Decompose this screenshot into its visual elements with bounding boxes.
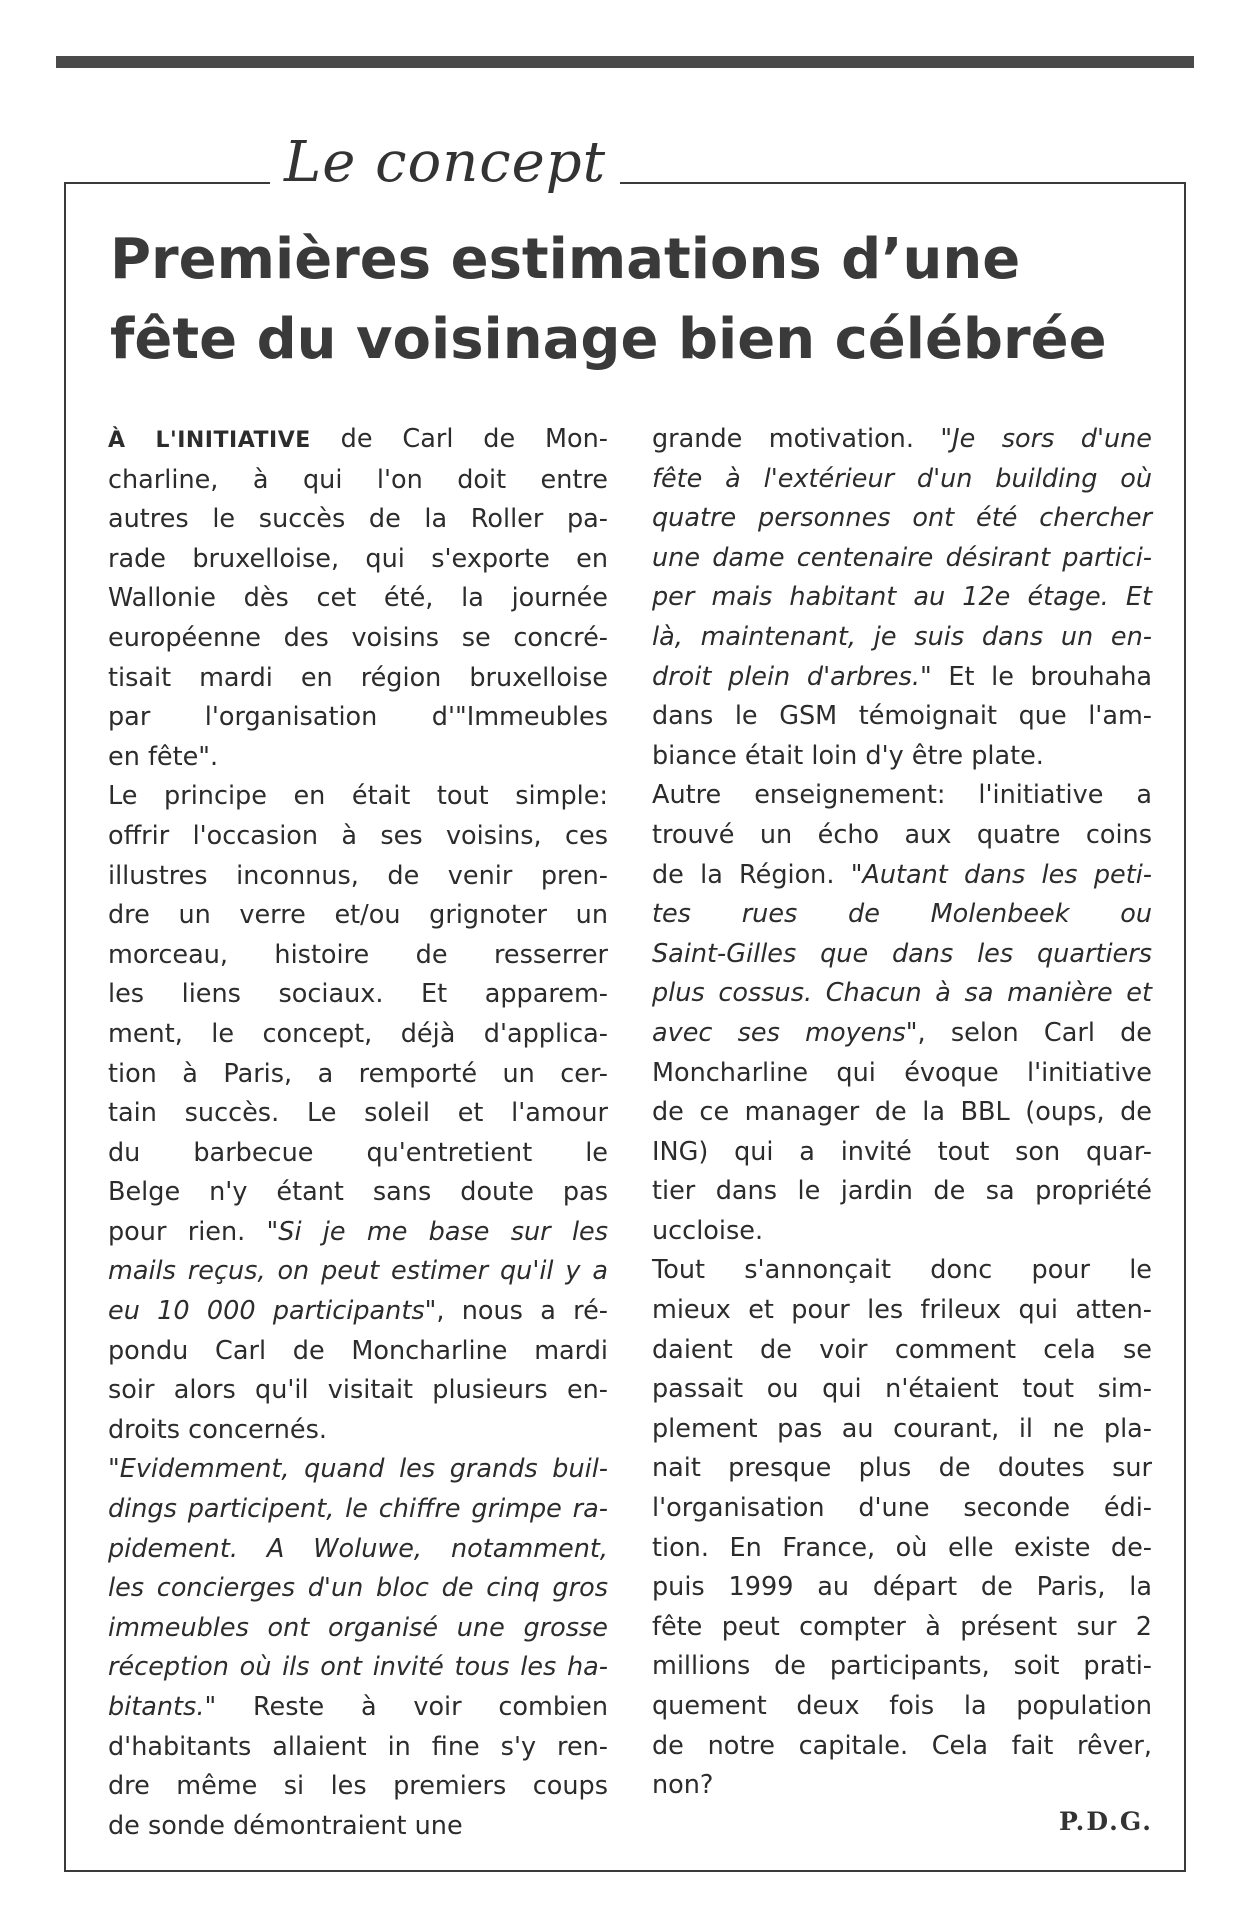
article-line [652, 1568, 1152, 1608]
article-line [652, 1647, 1152, 1687]
body-text: Belge n'y étant sans doute pas [108, 1177, 608, 1208]
quote-text: quatre personnes ont été chercher [652, 503, 1152, 534]
article-line [108, 975, 608, 1015]
article-line [108, 1490, 608, 1530]
body-text: dre un verre et/ou grignoter un [108, 900, 608, 931]
article-column-left [108, 420, 608, 1846]
body-text: européenne des voisins se concré- [108, 622, 608, 653]
article-line [108, 817, 608, 857]
article-line [108, 1213, 608, 1253]
article-line [652, 1251, 1152, 1291]
article-line [652, 1133, 1152, 1173]
body-text: morceau, histoire de resserrer [108, 939, 608, 970]
article-line [652, 1489, 1152, 1529]
body-text: pondu Carl de Moncharline mardi [108, 1335, 608, 1366]
quote-text: là, maintenant, je suis dans un en- [652, 621, 1152, 652]
quote-text: fête à l'extérieur d'un building où [652, 463, 1152, 494]
body-text: charline, à qui l'on doit entre [108, 464, 608, 495]
body-text: millions de participants, soit prati- [652, 1651, 1152, 1682]
article-line [652, 1014, 1152, 1054]
article-line [108, 540, 608, 580]
article-line [652, 697, 1152, 737]
body-text: grande motivation. [652, 424, 941, 454]
body-text: non? [652, 1770, 714, 1801]
body-text: , selon Carl de [917, 1017, 1152, 1048]
article-line [652, 618, 1152, 658]
body-text: Wallonie dès cet été, la journée [108, 583, 608, 614]
article-line [108, 1292, 608, 1332]
quote-text: "Autant dans les peti- [850, 859, 1152, 890]
quote-text: immeubles ont organisé une grosse [108, 1612, 608, 1643]
body-text: ment, le concept, déjà d'applica- [108, 1018, 608, 1049]
article-line [652, 420, 1152, 460]
article-line [652, 578, 1152, 618]
body-text: daient de voir comment cela se [652, 1334, 1152, 1365]
article-line [108, 579, 608, 619]
body-text: offrir l'occasion à ses voisins, ces [108, 820, 608, 851]
body-text: Et le brouhaha [931, 661, 1152, 692]
article-line [108, 1332, 608, 1372]
article-line [652, 737, 1152, 777]
body-text: droits concernés. [108, 1414, 327, 1445]
body-text: puis 1999 au départ de Paris, la [652, 1572, 1152, 1603]
body-text: d'habitants allaient in fine s'y ren- [108, 1731, 608, 1762]
body-text: Le principe en était tout simple: [108, 781, 608, 812]
quote-text: les concierges d'un bloc de cinq gros [108, 1573, 608, 1604]
body-text: , nous a ré- [436, 1296, 608, 1327]
article-line [108, 1450, 608, 1490]
body-text: soir alors qu'il visitait plusieurs en- [108, 1375, 608, 1406]
body-text: biance était loin d'y être plate. [652, 740, 1044, 771]
body-text: de ce manager de la BBL (oups, de [652, 1097, 1152, 1128]
body-text: l'organisation d'une seconde édi- [652, 1493, 1152, 1524]
article-line [652, 776, 1152, 816]
article-line [652, 658, 1152, 698]
article-line [108, 420, 608, 461]
top-rule [56, 56, 1194, 68]
article-line [108, 1015, 608, 1055]
article-line [108, 1411, 608, 1451]
section-label: Le concept [270, 128, 620, 198]
article-line [652, 1410, 1152, 1450]
article-line [652, 1449, 1152, 1489]
quote-text: "Si je me base sur les [266, 1216, 609, 1247]
body-text: illustres inconnus, de venir pren- [108, 860, 608, 891]
quote-text: plus cossus. Chacun à sa manière et [652, 978, 1152, 1009]
body-text: autres le succès de la Roller pa- [108, 504, 608, 535]
article-line [652, 1370, 1152, 1410]
article-line [108, 461, 608, 501]
article-line [108, 1252, 608, 1292]
quote-text: mails reçus, on peut estimer qu'il y a [108, 1256, 608, 1287]
headline: Premières estimations d’une fête du voisinage bien célébrée [110, 227, 1107, 372]
body-text: dans le GSM témoignait que l'am- [652, 701, 1152, 732]
body-text: Autre enseignement: l'initiative a [652, 780, 1152, 811]
article-line [652, 935, 1152, 975]
article-line [652, 539, 1152, 579]
article-line [108, 1807, 608, 1847]
body-text: uccloise. [652, 1215, 764, 1246]
quote-text: avec ses moyens" [652, 1017, 918, 1048]
article-line [652, 1331, 1152, 1371]
body-text: par l'organisation d'"Immeubles [108, 702, 608, 733]
article-line [652, 1766, 1152, 1806]
article-line [652, 1054, 1152, 1094]
body-text: de la Région. [652, 859, 851, 890]
article-line [108, 698, 608, 738]
article-line [652, 460, 1152, 500]
body-text: pour rien. [108, 1216, 267, 1247]
body-text: nait presque plus de doutes sur [652, 1453, 1152, 1484]
article-line [652, 1212, 1152, 1252]
article-line [108, 1530, 608, 1570]
article-line [108, 1609, 608, 1649]
quote-text: pidement. A Woluwe, notamment, [108, 1533, 608, 1564]
body-text: plement pas au courant, il ne pla- [652, 1413, 1152, 1444]
article-line [108, 619, 608, 659]
body-text: tion à Paris, a remporté un cer- [108, 1058, 608, 1089]
body-text: en fête". [108, 741, 219, 772]
body-text: ING) qui a invité tout son quar- [652, 1136, 1152, 1167]
body-text: fête peut compter à présent sur 2 [652, 1611, 1152, 1642]
article-line [108, 896, 608, 936]
article-column-right [652, 420, 1152, 1806]
article-line [108, 857, 608, 897]
body-text: Tout s'annonçait donc pour le [652, 1255, 1152, 1286]
article-line [108, 1134, 608, 1174]
body-text: quement deux fois la population [652, 1691, 1152, 1721]
article-line [108, 738, 608, 778]
body-text: tain succès. Le soleil et l'amour [108, 1098, 608, 1129]
body-text: passait ou qui n'étaient tout sim- [652, 1374, 1152, 1405]
quote-text: Saint-Gilles que dans les quartiers [652, 938, 1152, 969]
body-text: de sonde démontraient une [108, 1810, 463, 1841]
quote-text: per mais habitant au 12e étage. Et [652, 582, 1152, 613]
body-text: de Carl de Mon- [310, 424, 609, 454]
article-line [108, 1371, 608, 1411]
article-line [652, 1093, 1152, 1133]
article-line [108, 777, 608, 817]
article-line [652, 1529, 1152, 1569]
quote-text: une dame centenaire désirant partici- [652, 542, 1152, 573]
quote-text: "Je sors d'une [940, 424, 1152, 454]
article-line [108, 1767, 608, 1807]
body-text: tier dans le jardin de sa propriété [652, 1176, 1152, 1207]
body-text: Reste à voir combien [216, 1692, 608, 1722]
article-line [108, 1569, 608, 1609]
article-line [108, 936, 608, 976]
article-line [108, 500, 608, 540]
article-line [108, 1055, 608, 1095]
article-line [652, 1608, 1152, 1648]
body-text: les liens sociaux. Et apparem- [108, 979, 608, 1010]
body-text: tisait mardi en région bruxelloise [108, 662, 608, 693]
quote-text: bitants." [108, 1692, 217, 1722]
article-line [652, 1727, 1152, 1767]
article-line [108, 1094, 608, 1134]
article-line [652, 974, 1152, 1014]
quote-text: tes rues de Molenbeek ou [652, 899, 1152, 930]
quote-text: eu 10 000 participants" [108, 1296, 437, 1327]
body-text: Moncharline qui évoque l'initiative [652, 1057, 1152, 1088]
article-line [652, 1291, 1152, 1331]
article-line [108, 659, 608, 699]
article-line [108, 1648, 608, 1688]
body-text: du barbecue qu'entretient le [108, 1137, 608, 1168]
body-text: mieux et pour les frileux qui atten- [652, 1295, 1152, 1326]
article-line [108, 1728, 608, 1768]
article-line [652, 895, 1152, 935]
quote-text: droit plein d'arbres." [652, 661, 932, 692]
article-line [652, 1687, 1152, 1727]
quote-text: dings participent, le chiffre grimpe ra- [108, 1494, 608, 1525]
lead-in: À L'INITIATIVE [108, 428, 311, 453]
quote-text: réception où ils ont invité tous les ha- [108, 1652, 608, 1683]
article-line [652, 1172, 1152, 1212]
author-signature: P.D.G. [1058, 1807, 1153, 1836]
body-text: trouvé un écho aux quatre coins [652, 819, 1152, 850]
body-text: rade bruxelloise, qui s'exporte en [108, 543, 608, 574]
body-text: dre même si les premiers coups [108, 1771, 608, 1802]
article-line [652, 856, 1152, 896]
article-line [652, 816, 1152, 856]
quote-text: "Evidemment, quand les grands buil- [108, 1454, 608, 1485]
body-text: tion. En France, où elle existe de- [652, 1532, 1152, 1563]
article-line [652, 499, 1152, 539]
article-line [108, 1688, 608, 1728]
body-text: de notre capitale. Cela fait rêver, [652, 1730, 1152, 1761]
article-line [108, 1173, 608, 1213]
